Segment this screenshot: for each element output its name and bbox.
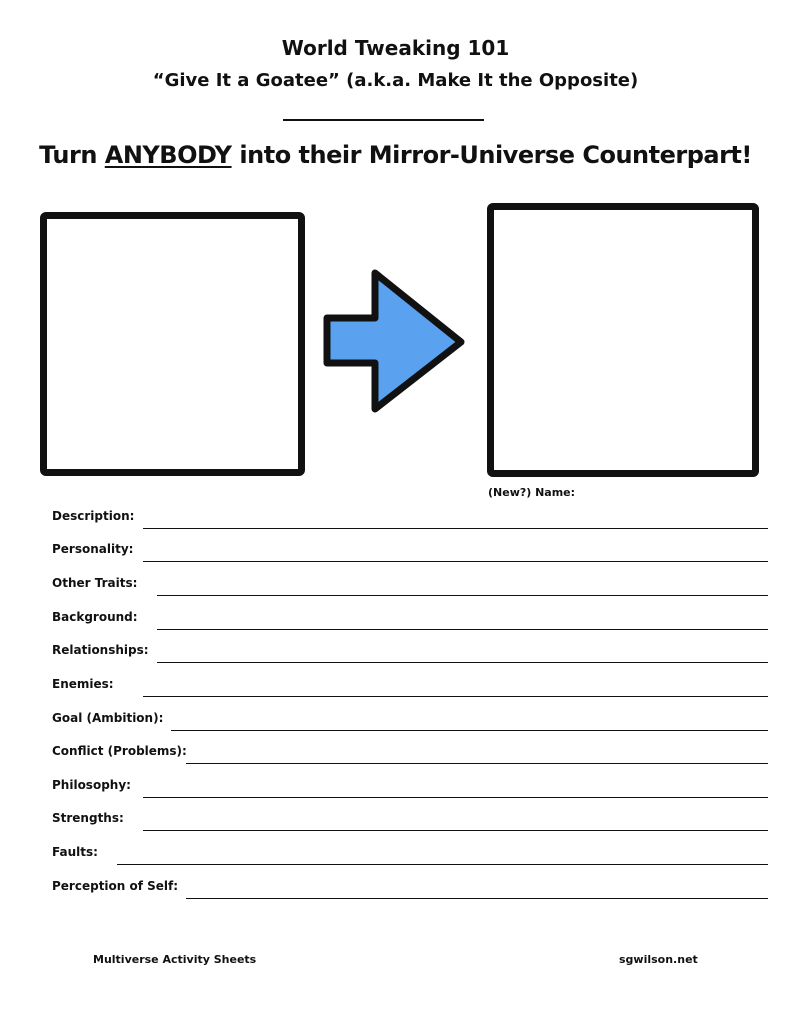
field-row	[52, 879, 768, 901]
field-row	[52, 811, 768, 833]
field-write-line[interactable]	[171, 730, 768, 732]
right-arrow-icon	[320, 266, 470, 416]
field-write-line[interactable]	[143, 830, 768, 832]
footer-series-name: Multiverse Activity Sheets	[93, 953, 257, 966]
field-label: Background:	[52, 610, 138, 624]
field-row	[52, 610, 768, 632]
field-write-line[interactable]	[117, 864, 768, 866]
original-character-drawing-box[interactable]	[40, 212, 305, 476]
field-label: Conflict (Problems):	[52, 744, 187, 758]
field-write-line[interactable]	[143, 528, 768, 530]
worksheet-title: World Tweaking 101	[281, 36, 510, 60]
field-label: Faults:	[52, 845, 98, 859]
field-write-line[interactable]	[157, 629, 768, 631]
field-row	[52, 576, 768, 598]
field-label: Philosophy:	[52, 778, 131, 792]
footer-website: sgwilson.net	[619, 953, 698, 966]
field-label: Description:	[52, 509, 135, 523]
field-label: Strengths:	[52, 811, 124, 825]
field-write-line[interactable]	[186, 898, 768, 900]
worksheet-subtitle: “Give It a Goatee” (a.k.a. Make It the Opposite)	[152, 70, 639, 91]
field-label: Perception of Self:	[52, 879, 179, 893]
field-label: Goal (Ambition):	[52, 711, 164, 725]
field-write-line[interactable]	[143, 696, 768, 698]
field-row	[52, 778, 768, 800]
headline-emphasis: ANYBODY	[104, 141, 232, 169]
field-write-line[interactable]	[143, 797, 768, 799]
field-row	[52, 711, 768, 733]
field-label: Other Traits:	[52, 576, 138, 590]
title-divider	[283, 119, 484, 121]
field-write-line[interactable]	[143, 561, 768, 563]
field-write-line[interactable]	[157, 595, 768, 597]
field-label: Personality:	[52, 542, 134, 556]
new-name-label: (New?) Name:	[488, 486, 576, 499]
field-label: Relationships:	[52, 643, 149, 657]
headline	[0, 141, 791, 169]
field-write-line[interactable]	[186, 763, 768, 765]
field-write-line[interactable]	[157, 662, 768, 664]
mirror-counterpart-drawing-box[interactable]	[487, 203, 759, 477]
field-row	[52, 845, 768, 867]
field-row	[52, 643, 768, 665]
field-label: Enemies:	[52, 677, 114, 691]
field-row	[52, 744, 768, 766]
headline-end: into their Mirror-Universe Counterpart!	[231, 141, 752, 169]
field-row	[52, 509, 768, 531]
field-row	[52, 542, 768, 564]
field-row	[52, 677, 768, 699]
headline-start: Turn	[39, 141, 105, 169]
